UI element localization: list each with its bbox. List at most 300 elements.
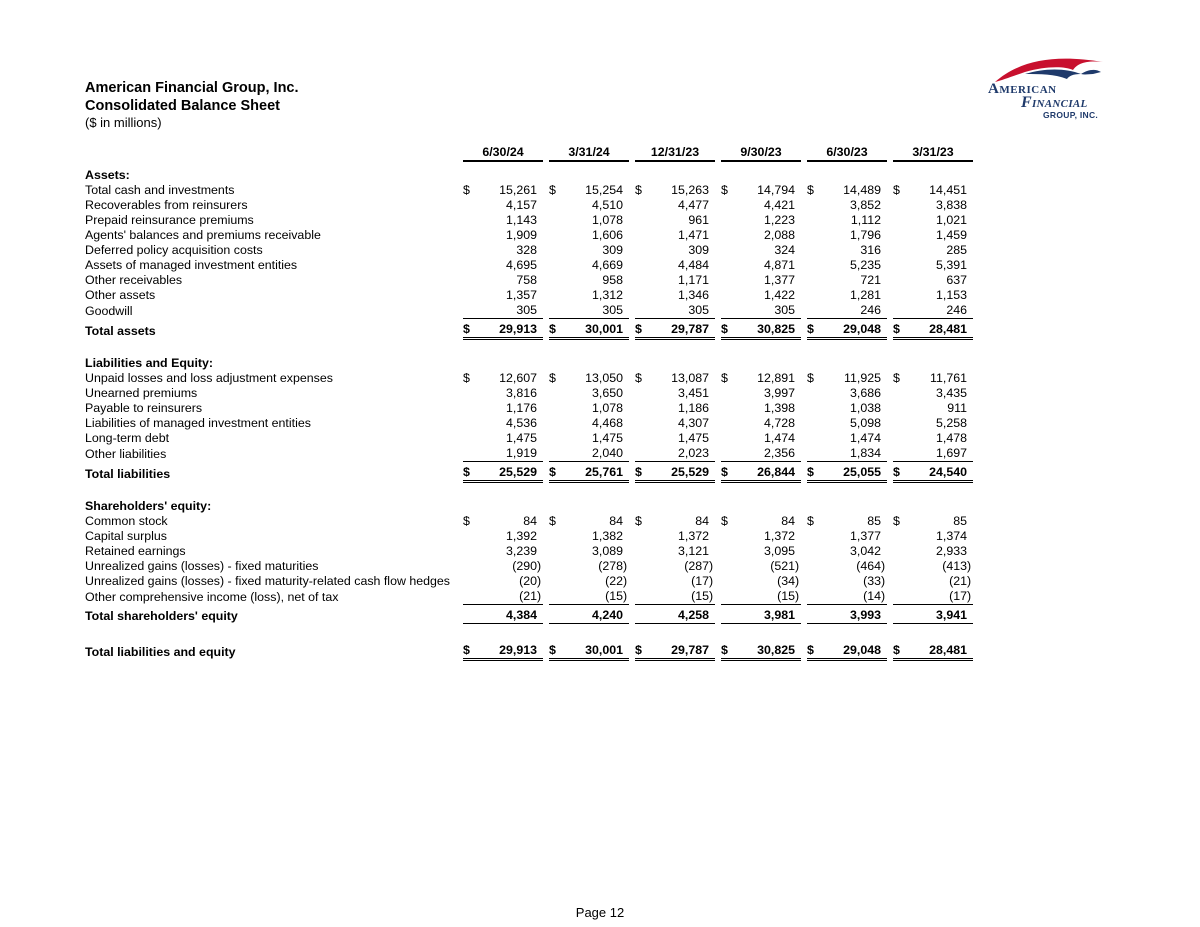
dollar-sign: $: [635, 183, 642, 197]
dollar-sign: $: [549, 183, 556, 197]
row-value: 1,398: [763, 401, 795, 415]
row-value: 1,471: [677, 228, 709, 242]
row-value: 1,377: [849, 529, 881, 543]
dollar-sign: [807, 258, 819, 273]
dollar-sign: $: [721, 183, 728, 197]
paren-space: ): [881, 559, 886, 573]
table-row: [85, 213, 973, 228]
units-note: ($ in millions): [85, 115, 162, 130]
row-value: 25,529: [475, 462, 537, 482]
row-value: 309: [602, 243, 623, 257]
table-row: [85, 371, 973, 386]
row-value: 1,834: [819, 446, 881, 462]
row-value: (15: [561, 589, 623, 605]
row-value: 3,121: [677, 544, 709, 558]
dollar-sign: $: [635, 514, 642, 528]
row-value: 1,478: [935, 431, 967, 445]
table-row: [85, 574, 973, 589]
dollar-sign: [721, 559, 733, 574]
dollar-sign: [635, 446, 647, 462]
dollar-sign: [635, 273, 647, 288]
row-value: 3,451: [677, 386, 709, 400]
dollar-sign: [807, 446, 819, 462]
dollar-sign: [463, 605, 475, 624]
dollar-sign: $: [893, 183, 900, 197]
paren-space: ): [795, 559, 800, 573]
paren-space: ): [623, 559, 628, 573]
dollar-sign: [635, 605, 647, 624]
paren-space: ): [537, 589, 542, 603]
dollar-sign: [549, 243, 561, 258]
row-value: 15,261: [499, 183, 537, 197]
dollar-sign: [807, 228, 819, 243]
row-value: (521: [770, 559, 795, 573]
dollar-sign: $: [721, 514, 728, 528]
dollar-sign: [463, 574, 475, 589]
statement-title: Consolidated Balance Sheet: [85, 98, 280, 114]
dollar-sign: [893, 228, 905, 243]
dollar-sign: [549, 401, 561, 416]
dollar-sign: [549, 589, 561, 605]
dollar-sign: [807, 431, 819, 446]
row-value: 328: [516, 243, 537, 257]
row-value: (15: [733, 589, 795, 605]
row-value: 305: [561, 303, 623, 319]
dollar-sign: [549, 446, 561, 462]
row-label: Retained earnings: [85, 544, 186, 558]
dollar-sign: [893, 559, 905, 574]
paren-space: [967, 640, 973, 660]
dollar-sign: [893, 198, 905, 213]
row-label: Other receivables: [85, 273, 183, 287]
dollar-sign: $: [893, 371, 900, 385]
row-value: 85: [953, 514, 967, 528]
logo-word-group: GROUP, INC.: [1043, 110, 1099, 120]
row-value: (17: [691, 574, 709, 588]
dollar-sign: [893, 243, 905, 258]
row-value: 5,098: [849, 416, 881, 430]
row-value: 1,176: [505, 401, 537, 415]
row-value: 305: [733, 303, 795, 319]
row-value: 2,088: [763, 228, 795, 242]
dollar-sign: [635, 258, 647, 273]
row-value: 25,761: [561, 462, 623, 482]
dollar-sign: $: [807, 183, 814, 197]
dollar-sign: [463, 288, 475, 303]
dollar-sign: [635, 544, 647, 559]
row-value: 1,021: [935, 213, 967, 227]
row-label: Liabilities of managed investment entities: [85, 416, 311, 430]
row-value: 4,695: [505, 258, 537, 272]
dollar-sign: [635, 303, 647, 319]
row-value: 246: [905, 303, 967, 319]
dollar-sign: [721, 416, 733, 431]
dollar-sign: [721, 198, 733, 213]
dollar-sign: [807, 559, 819, 574]
dollar-sign: $: [721, 371, 728, 385]
table-row: [85, 386, 973, 401]
row-value: (278: [598, 559, 623, 573]
dollar-sign: [807, 198, 819, 213]
dollar-sign: [635, 386, 647, 401]
total-row: [85, 462, 973, 482]
row-value: 29,913: [475, 640, 537, 660]
row-value: 1,374: [935, 529, 967, 543]
row-value: 4,728: [763, 416, 795, 430]
dollar-sign: [463, 198, 475, 213]
column-header: 3/31/23: [893, 143, 973, 161]
row-value: 3,239: [505, 544, 537, 558]
row-value: 1,171: [677, 273, 709, 287]
row-value: 30,825: [733, 319, 795, 339]
row-value: 25,055: [819, 462, 881, 482]
dollar-sign: $: [635, 371, 642, 385]
dollar-sign: [807, 529, 819, 544]
dollar-sign: [893, 288, 905, 303]
page-number: Page 12: [575, 905, 625, 920]
paren-space: ): [881, 574, 886, 588]
dollar-sign: [893, 529, 905, 544]
row-value: 5,235: [849, 258, 881, 272]
table-row: [85, 288, 973, 303]
table-row: [85, 303, 973, 319]
dollar-sign: [635, 529, 647, 544]
paren-space: ): [795, 589, 800, 603]
dollar-sign: [721, 258, 733, 273]
dollar-sign: [549, 198, 561, 213]
dollar-sign: [893, 386, 905, 401]
row-value: 285: [946, 243, 967, 257]
column-header: 6/30/23: [807, 143, 887, 161]
row-value: 1,377: [763, 273, 795, 287]
dollar-sign: $: [893, 514, 900, 528]
dollar-sign: [721, 243, 733, 258]
dollar-sign: $: [549, 371, 556, 385]
dollar-sign: [807, 386, 819, 401]
company-logo: [985, 52, 1115, 122]
dollar-sign: [893, 416, 905, 431]
row-value: 4,468: [591, 416, 623, 430]
dollar-sign: $: [463, 183, 470, 197]
table-row: [85, 589, 973, 605]
table-row: [85, 198, 973, 213]
paren-space: [967, 605, 973, 624]
row-value: 3,650: [591, 386, 623, 400]
row-value: 15,254: [585, 183, 623, 197]
section-heading: Shareholders' equity:: [85, 499, 212, 513]
row-value: 1,475: [677, 431, 709, 445]
row-label: Total assets: [85, 323, 156, 338]
row-value: 84: [695, 514, 709, 528]
dollar-sign: [635, 574, 647, 589]
row-label: Assets of managed investment entities: [85, 258, 298, 272]
row-value: 5,258: [935, 416, 967, 430]
paren-space: ): [709, 559, 714, 573]
paren-space: ): [967, 589, 972, 603]
paren-space: [967, 183, 973, 198]
row-value: 1,357: [505, 288, 537, 302]
dollar-sign: [635, 243, 647, 258]
dollar-sign: [807, 288, 819, 303]
dollar-sign: $: [463, 640, 475, 660]
row-value: 12,607: [499, 371, 537, 385]
row-label: Long-term debt: [85, 431, 170, 445]
row-value: 15,263: [671, 183, 709, 197]
row-label: Agents' balances and premiums receivable: [85, 228, 321, 242]
dollar-sign: [463, 258, 475, 273]
paren-space: ): [623, 589, 628, 603]
row-label: Goodwill: [85, 303, 133, 318]
row-value: 3,941: [905, 605, 967, 624]
section-heading: Liabilities and Equity:: [85, 356, 214, 370]
row-value: 25,529: [647, 462, 709, 482]
dollar-sign: [549, 258, 561, 273]
dollar-sign: $: [463, 319, 475, 339]
dollar-sign: [721, 273, 733, 288]
dollar-sign: [721, 303, 733, 319]
row-value: 84: [781, 514, 795, 528]
row-label: Unearned premiums: [85, 386, 198, 400]
row-value: 26,844: [733, 462, 795, 482]
dollar-sign: [549, 544, 561, 559]
dollar-sign: [549, 574, 561, 589]
dollar-sign: [721, 574, 733, 589]
dollar-sign: $: [549, 640, 561, 660]
dollar-sign: [893, 258, 905, 273]
table-row: [85, 273, 973, 288]
dollar-sign: [549, 431, 561, 446]
dollar-sign: [549, 416, 561, 431]
dollar-sign: [463, 431, 475, 446]
dollar-sign: [463, 529, 475, 544]
dollar-sign: [807, 416, 819, 431]
row-value: 11,761: [930, 371, 967, 385]
column-header: 3/31/24: [549, 143, 629, 161]
row-value: (287: [684, 559, 709, 573]
spacer-row: [85, 624, 973, 641]
row-value: 29,048: [819, 319, 881, 339]
row-value: 1,038: [849, 401, 881, 415]
row-label: Deferred policy acquisition costs: [85, 243, 263, 257]
row-value: 1,186: [677, 401, 709, 415]
row-value: 84: [609, 514, 623, 528]
row-value: 2,356: [733, 446, 795, 462]
dollar-sign: [463, 544, 475, 559]
dollar-sign: $: [893, 319, 905, 339]
dollar-sign: [721, 544, 733, 559]
paren-space: ): [967, 574, 972, 588]
dollar-sign: $: [893, 462, 905, 482]
row-value: 1,223: [763, 213, 795, 227]
spacer-row: [85, 339, 973, 357]
logo-word-financial: Financial: [1021, 94, 1088, 111]
row-value: 1,796: [849, 228, 881, 242]
row-value: 721: [860, 273, 881, 287]
paren-space: [967, 319, 973, 339]
row-value: 2,933: [935, 544, 967, 558]
row-value: 14,451: [929, 183, 967, 197]
table-row: [85, 228, 973, 243]
row-label: Other liabilities: [85, 446, 167, 461]
dollar-sign: $: [721, 319, 733, 339]
row-value: 961: [688, 213, 709, 227]
row-value: 958: [602, 273, 623, 287]
row-value: 85: [867, 514, 881, 528]
row-value: 13,050: [585, 371, 623, 385]
row-value: 1,143: [505, 213, 537, 227]
dollar-sign: [893, 605, 905, 624]
dollar-sign: [721, 605, 733, 624]
dollar-sign: [807, 574, 819, 589]
dollar-sign: [893, 303, 905, 319]
dollar-sign: [549, 529, 561, 544]
dollar-sign: [893, 431, 905, 446]
row-value: 1,281: [849, 288, 881, 302]
row-value: 316: [860, 243, 881, 257]
row-value: 1,312: [591, 288, 623, 302]
row-value: 637: [946, 273, 967, 287]
row-value: 1,909: [505, 228, 537, 242]
row-value: 1,372: [677, 529, 709, 543]
row-value: 3,042: [849, 544, 881, 558]
dollar-sign: [893, 401, 905, 416]
dollar-sign: [893, 273, 905, 288]
dollar-sign: $: [635, 319, 647, 339]
dollar-sign: [807, 544, 819, 559]
dollar-sign: $: [463, 371, 470, 385]
dollar-sign: [893, 574, 905, 589]
row-label: Total cash and investments: [85, 183, 235, 197]
row-value: 14,794: [757, 183, 795, 197]
title-block: [85, 79, 299, 130]
paren-space: [967, 273, 973, 288]
dollar-sign: [463, 401, 475, 416]
dollar-sign: [721, 529, 733, 544]
dollar-sign: [549, 559, 561, 574]
row-value: 3,993: [819, 605, 881, 624]
column-header: 6/30/24: [463, 143, 543, 161]
row-value: 4,477: [677, 198, 709, 212]
dollar-sign: [463, 228, 475, 243]
dollar-sign: [635, 416, 647, 431]
paren-space: [967, 288, 973, 303]
paren-space: [967, 544, 973, 559]
row-value: 305: [475, 303, 537, 319]
row-value: 28,481: [905, 640, 967, 660]
dollar-sign: [463, 446, 475, 462]
row-value: 1,078: [591, 213, 623, 227]
dollar-sign: [549, 386, 561, 401]
row-value: 1,606: [591, 228, 623, 242]
row-value: (33: [863, 574, 881, 588]
row-value: (17: [905, 589, 967, 605]
row-value: (464: [856, 559, 881, 573]
row-value: 3,089: [591, 544, 623, 558]
paren-space: ): [881, 589, 886, 603]
dollar-sign: [549, 273, 561, 288]
row-label: Unrealized gains (losses) - fixed maturities: [85, 559, 319, 573]
dollar-sign: $: [893, 640, 905, 660]
paren-space: ): [537, 574, 542, 588]
dollar-sign: [807, 401, 819, 416]
paren-space: ): [709, 589, 714, 603]
dollar-sign: [893, 589, 905, 605]
row-value: 1,919: [475, 446, 537, 462]
row-value: (21: [949, 574, 967, 588]
paren-space: [967, 228, 973, 243]
dollar-sign: [721, 288, 733, 303]
company-name: American Financial Group, Inc.: [85, 80, 299, 96]
row-value: 758: [516, 273, 537, 287]
paren-space: [967, 213, 973, 228]
dollar-sign: $: [635, 640, 647, 660]
row-value: 24,540: [905, 462, 967, 482]
row-value: 4,307: [677, 416, 709, 430]
balance-sheet-table: [85, 143, 973, 661]
paren-space: [967, 401, 973, 416]
row-value: 911: [947, 401, 967, 415]
row-value: 30,825: [733, 640, 795, 660]
row-label: Common stock: [85, 514, 168, 528]
row-value: 3,852: [849, 198, 881, 212]
row-value: 4,384: [475, 605, 537, 624]
paren-space: ): [967, 559, 972, 573]
row-value: 309: [688, 243, 709, 257]
table-row: [85, 529, 973, 544]
spacer-cell: [85, 482, 973, 500]
paren-space: [967, 258, 973, 273]
header-spacer: [85, 143, 463, 161]
row-value: (20: [519, 574, 537, 588]
dollar-sign: [463, 213, 475, 228]
dollar-sign: [721, 386, 733, 401]
row-label: Recoverables from reinsurers: [85, 198, 248, 212]
paren-space: ): [795, 574, 800, 588]
row-value: 1,475: [591, 431, 623, 445]
paren-space: ): [623, 574, 628, 588]
row-value: 4,510: [591, 198, 623, 212]
table-row: [85, 243, 973, 258]
dollar-sign: [721, 431, 733, 446]
dollar-sign: [463, 386, 475, 401]
section-heading-row: [85, 168, 973, 183]
dollar-sign: [807, 273, 819, 288]
dollar-sign: $: [721, 640, 733, 660]
dollar-sign: [721, 401, 733, 416]
row-label: Other assets: [85, 288, 156, 302]
row-label: Other comprehensive income (loss), net of tax: [85, 589, 339, 604]
dollar-sign: [635, 431, 647, 446]
paren-space: [967, 529, 973, 544]
dollar-sign: $: [807, 462, 819, 482]
row-value: 1,346: [677, 288, 709, 302]
total-row: [85, 319, 973, 339]
dollar-sign: [549, 605, 561, 624]
section-heading-row: [85, 356, 973, 371]
paren-space: ): [709, 574, 714, 588]
dollar-sign: [721, 213, 733, 228]
row-label: Prepaid reinsurance premiums: [85, 213, 254, 227]
row-value: 4,258: [647, 605, 709, 624]
table-row: [85, 183, 973, 198]
row-value: (15: [647, 589, 709, 605]
table-row: [85, 544, 973, 559]
row-value: (413: [942, 559, 967, 573]
row-value: 3,816: [505, 386, 537, 400]
dollar-sign: [807, 589, 819, 605]
row-value: (14: [819, 589, 881, 605]
row-value: (22: [605, 574, 623, 588]
